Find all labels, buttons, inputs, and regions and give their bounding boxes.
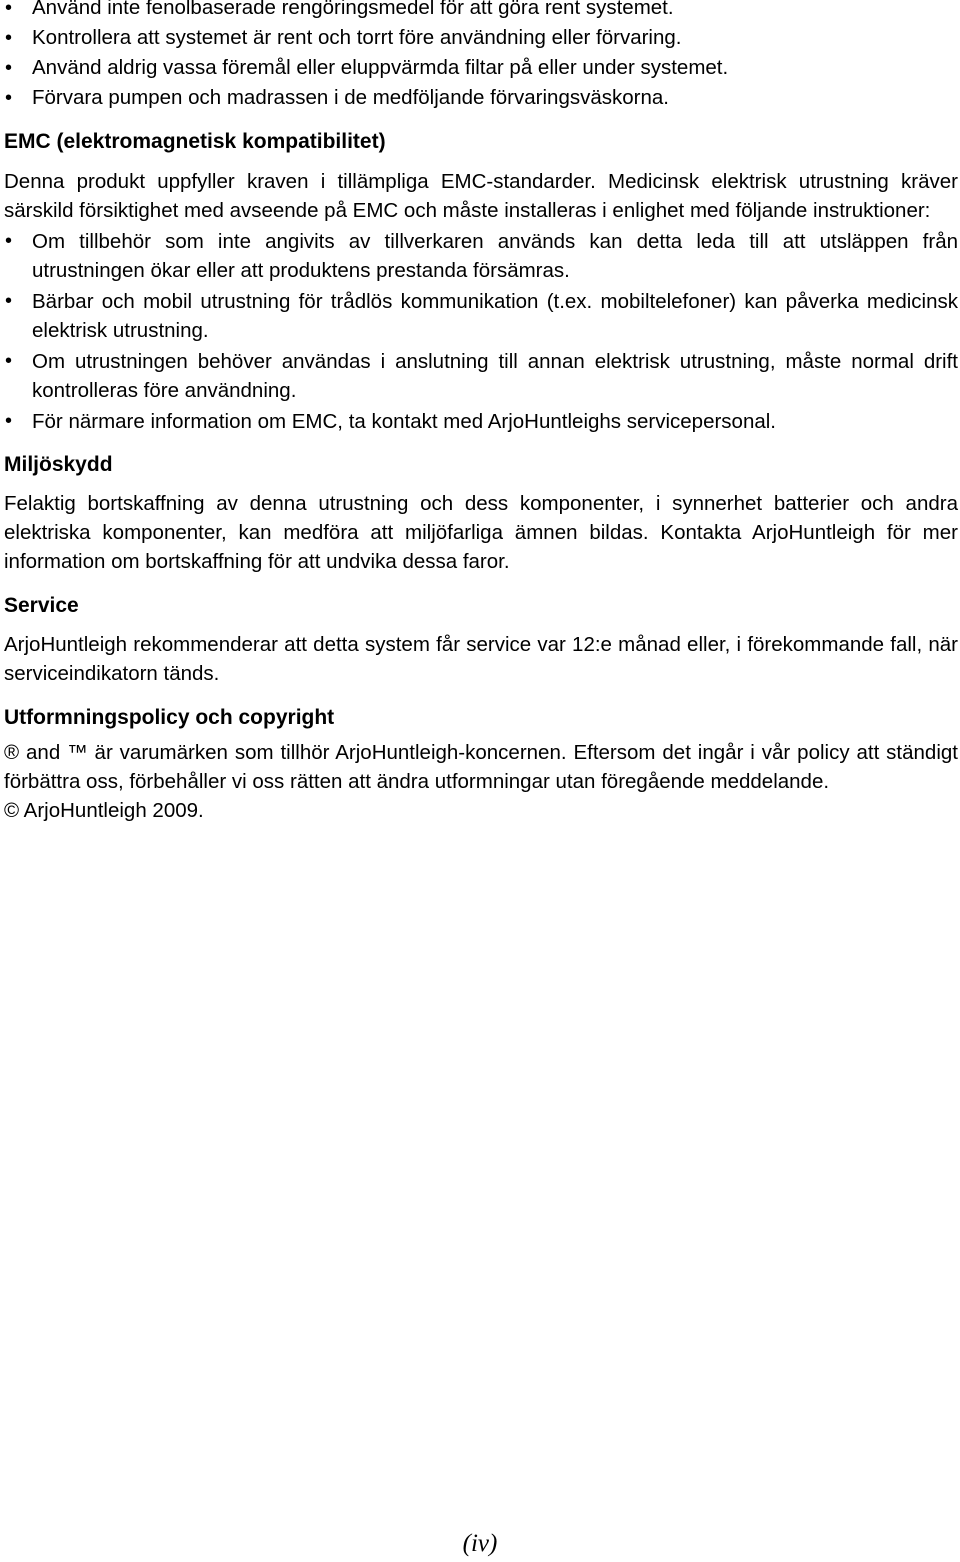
care-instructions-list xyxy=(4,0,958,113)
page-number: (iv) xyxy=(462,1530,498,1557)
service-heading: Service xyxy=(4,594,79,617)
document-page xyxy=(4,0,958,825)
list-item-text: Använd aldrig vassa föremål eller eluppvärmda filtar på eller under systemet. xyxy=(32,56,729,79)
emc-intro-paragraph: Denna produkt uppfyller kraven i tillämpliga EMC-standarder. Medicinsk elektrisk utrustning kräver särskild försiktighet med avseende på EMC och måste installeras i enlighet med följande instruktioner: xyxy=(4,170,958,222)
copyright-line: © ArjoHuntleigh 2009. xyxy=(4,799,204,822)
bullet-icon: • xyxy=(5,27,13,49)
list-item xyxy=(4,23,958,53)
list-item-text: Kontrollera att systemet är rent och torrt före användning eller förvaring. xyxy=(32,26,682,49)
bullet-icon: • xyxy=(5,290,13,312)
list-item-text: Om utrustningen behöver användas i anslutning till annan elektrisk utrustning, måste normal drift kontrolleras före användning. xyxy=(32,350,958,402)
bullet-icon: • xyxy=(5,87,13,109)
bullet-icon: • xyxy=(5,350,13,372)
list-item xyxy=(4,53,958,83)
list-item xyxy=(4,407,958,436)
emc-instructions-list xyxy=(4,227,958,436)
bullet-icon: • xyxy=(5,57,13,79)
bullet-icon: • xyxy=(5,230,13,252)
list-item xyxy=(4,227,958,285)
environment-heading: Miljöskydd xyxy=(4,453,113,476)
bullet-icon: • xyxy=(5,0,13,19)
environment-paragraph: Felaktig bortskaffning av denna utrustning och dess komponenter, i synnerhet batterier och andra elektriska komponenter, kan medföra att miljöfarliga ämnen bildas. Kontakta ArjoHuntleigh för mer information om bortskaffning för att undvika dessa faror. xyxy=(4,492,958,573)
list-item-text: Om tillbehör som inte angivits av tillverkaren används kan detta leda till att utsläppen från utrustningen ökar eller att produktens prestanda försämras. xyxy=(32,230,958,282)
list-item-text: Bärbar och mobil utrustning för trådlös kommunikation (t.ex. mobiltelefoner) kan påverka medicinsk elektrisk utrustning. xyxy=(32,290,958,342)
list-item xyxy=(4,287,958,345)
bullet-icon: • xyxy=(5,410,13,432)
service-paragraph: ArjoHuntleigh rekommenderar att detta system får service var 12:e månad eller, i förekommande fall, när serviceindikatorn tänds. xyxy=(4,633,958,685)
list-item-text: För närmare information om EMC, ta kontakt med ArjoHuntleighs servicepersonal. xyxy=(32,410,777,433)
policy-paragraph: ® and ™ är varumärken som tillhör ArjoHuntleigh-koncernen. Eftersom det ingår i vår policy att ständigt förbättra oss, förbehåller vi oss rätten att ändra utformningar utan föregående meddelande. xyxy=(4,741,958,793)
policy-heading: Utformningspolicy och copyright xyxy=(4,706,335,729)
list-item xyxy=(4,83,958,113)
list-item-text: Använd inte fenolbaserade rengöringsmedel för att göra rent systemet. xyxy=(32,0,674,19)
emc-heading: EMC (elektromagnetisk kompatibilitet) xyxy=(4,130,386,153)
list-item xyxy=(4,0,958,23)
list-item xyxy=(4,347,958,405)
list-item-text: Förvara pumpen och madrassen i de medföljande förvaringsväskorna. xyxy=(32,86,669,109)
